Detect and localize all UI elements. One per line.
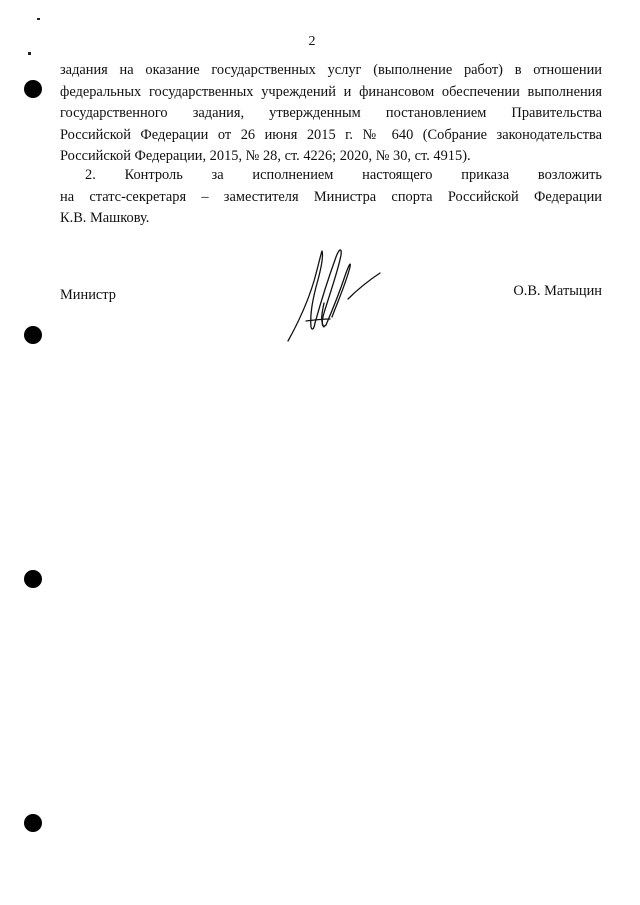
text-line: федеральных государственных учреждений и финансовом обеспечении выполнения <box>60 83 602 100</box>
signatory-role: Министр <box>60 287 116 303</box>
text-line: государственного задания, утвержденным постановлением Правительства <box>60 105 602 121</box>
scan-speck <box>28 52 31 55</box>
punch-hole <box>24 570 42 588</box>
text-line: К.В. Машкову. <box>60 210 150 226</box>
page-number: 2 <box>308 34 316 49</box>
punch-hole <box>24 814 42 832</box>
paragraph-continuation <box>60 60 602 168</box>
punch-hole <box>24 326 42 344</box>
paragraph-control-clause <box>60 165 602 230</box>
text-line: задания на оказание государственных услуг (выполнение работ) в отношении <box>60 62 602 78</box>
text-line: 2. Контроль за исполнением настоящего приказа возложить <box>85 167 602 183</box>
handwritten-signature <box>284 243 384 348</box>
text-line: Российской Федерации, 2015, № 28, ст. 4226; 2020, № 30, ст. 4915). <box>60 148 471 164</box>
punch-hole <box>24 80 42 98</box>
scan-speck <box>37 18 40 20</box>
text-line: Российской Федерации от 26 июня 2015 г. № 640 (Собрание законодательства <box>60 126 602 143</box>
text-line: на статс-секретаря – заместителя Министра спорта Российской Федерации <box>60 188 602 205</box>
signatory-name: О.В. Матыцин <box>513 283 602 299</box>
